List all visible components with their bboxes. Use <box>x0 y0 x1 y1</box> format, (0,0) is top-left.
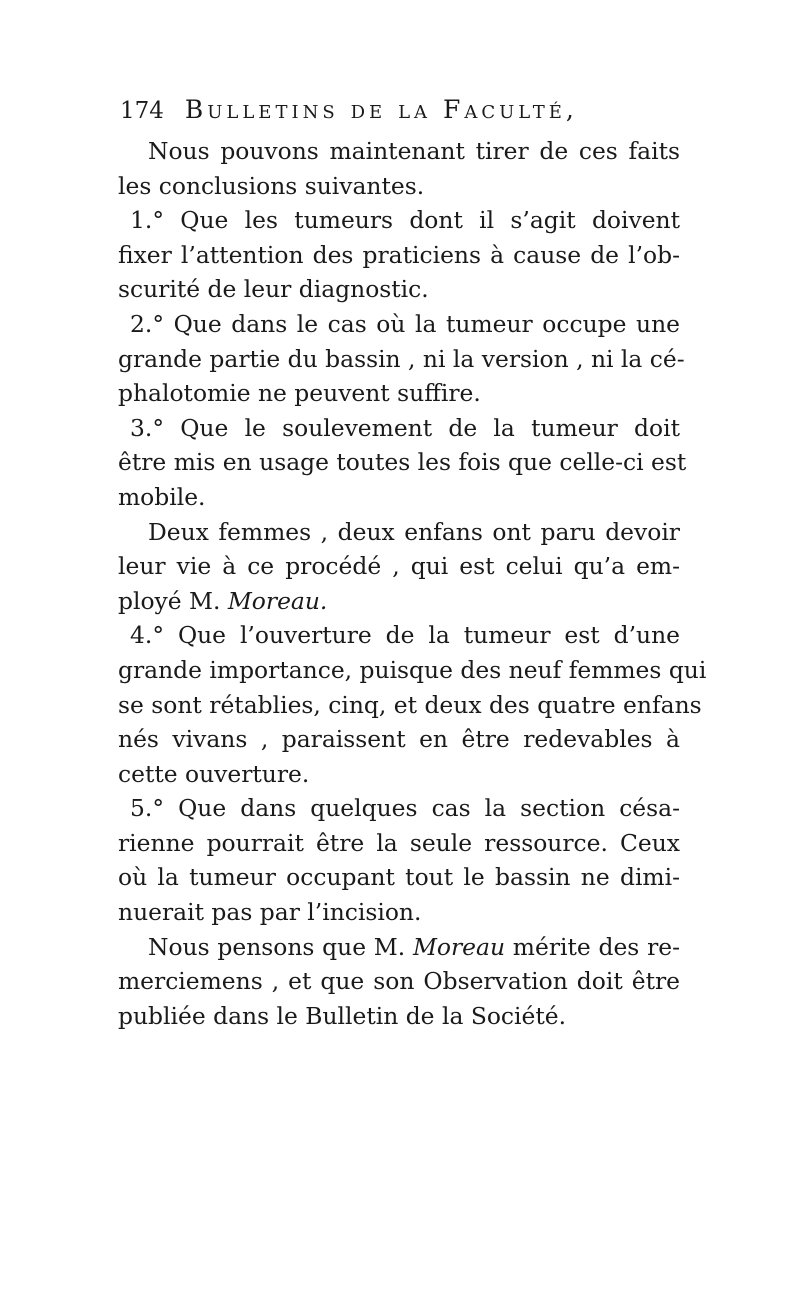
text-line: être mis en usage toutes les fois que celle-ci est <box>118 448 687 477</box>
running-title: Bulletins de la Faculté, <box>184 95 578 124</box>
text-line: 1.° Que les tumeurs dont il s’agit doivent <box>130 206 680 235</box>
text-line: phalotomie ne peuvent suffire. <box>118 379 481 408</box>
text-line: merciemens , et que son Observation doit être <box>118 967 680 996</box>
text-line: fixer l’attention des praticiens à cause de l’ob- <box>118 240 680 269</box>
text-line: publiée dans le Bulletin de la Société. <box>118 1001 567 1030</box>
body-text <box>118 134 707 1033</box>
text-fragment: mérite des re- <box>505 932 680 961</box>
text-line: rienne pourrait être la seule ressource. Ceux <box>118 828 680 857</box>
text-line: grande partie du bassin , ni la version , ni la cé- <box>118 344 685 373</box>
text-line <box>118 930 680 965</box>
text-line: 5.° Que dans quelques cas la section césa- <box>130 794 680 823</box>
text-line: 4.° Que l’ouverture de la tumeur est d’une <box>130 621 680 650</box>
page-header <box>120 95 700 135</box>
text-line: cette ouverture. <box>118 759 310 788</box>
text-line <box>118 584 680 619</box>
text-line: scurité de leur diagnostic. <box>118 275 429 304</box>
text-line: où la tumeur occupant tout le bassin ne dimi- <box>118 863 680 892</box>
text-fragment: Nous pensons que M. <box>148 932 413 961</box>
text-line: grande importance, puisque des neuf femmes qui <box>118 655 707 684</box>
text-line: Nous pouvons maintenant tirer de ces faits <box>148 137 680 165</box>
page-number: 174 <box>120 98 164 124</box>
text-line: nés vivans , paraissent en être redevables à <box>118 725 680 754</box>
text-line: Deux femmes , deux enfans ont paru devoir <box>148 517 680 546</box>
text-line: nuerait pas par l’incision. <box>118 898 422 927</box>
text-line: 3.° Que le soulevement de la tumeur doit <box>130 413 680 442</box>
person-name: Moreau <box>412 932 506 961</box>
text-line: leur vie à ce procédé , qui est celui qu’a em- <box>118 552 680 581</box>
text-line: 2.° Que dans le cas où la tumeur occupe une <box>130 309 680 338</box>
text-line: mobile. <box>118 482 206 511</box>
person-name: Moreau. <box>227 586 328 615</box>
text-fragment: ployé M. <box>118 586 228 615</box>
text-line: se sont rétablies, cinq, et deux des quatre enfans <box>118 690 702 719</box>
text-line: les conclusions suivantes. <box>118 171 425 200</box>
